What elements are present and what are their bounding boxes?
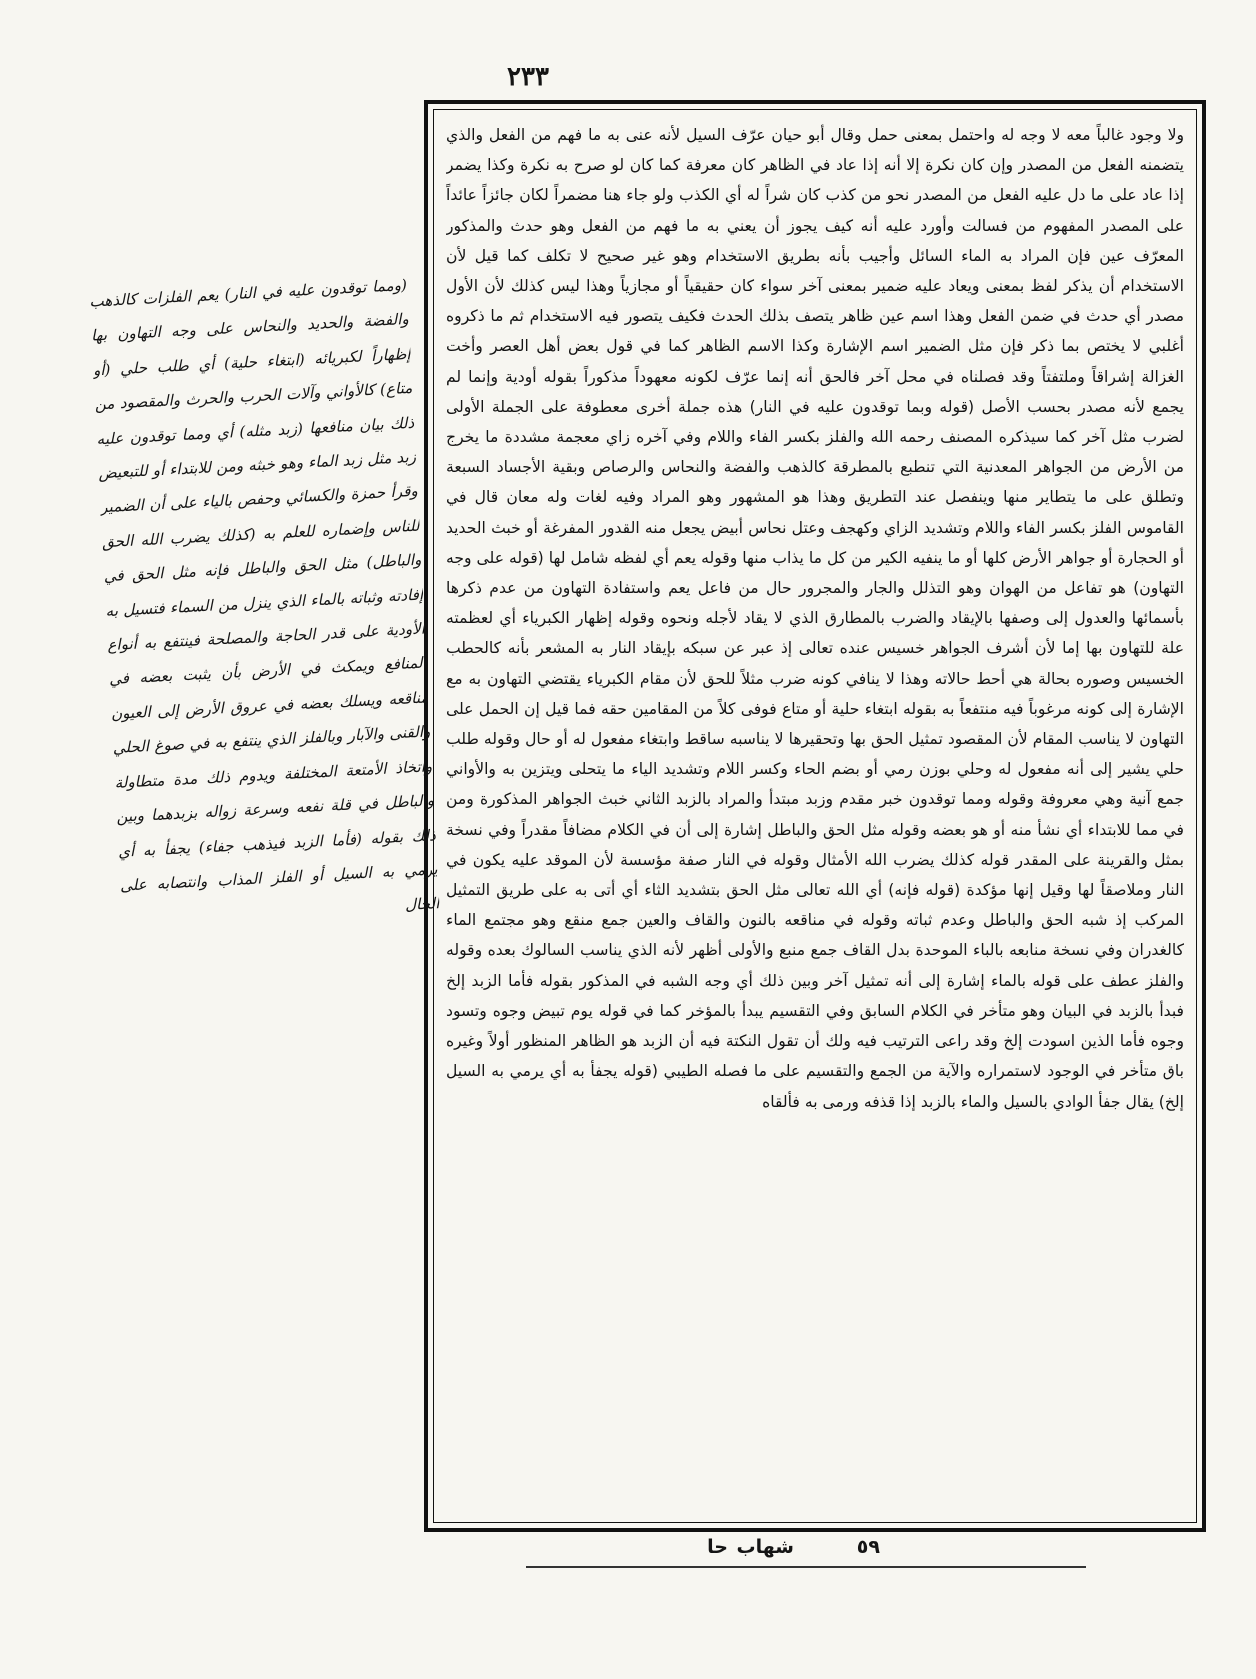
margin-commentary-text: (ومما توقدون عليه في النار) يعم الفلزات كالذهب والفضة والحديد والنحاس على وجه التهاون بها إظهاراً لكبريائه (ابتغاء حلية) أي طلب حلي (أو متاع) كالأواني وآلات الحرب والحرث والمقصود من ذلك بيان منافعها (زبد مثله) أي ومما توقدون عليه زبد مثل زبد الماء وهو خبثه ومن للابتداء أو للتبعيض وقرأ حمزة والكسائي وحفص بالياء على أن الضمير للناس وإضماره للعلم به (كذلك يضرب الله الحق والباطل) مثل الحق والباطل فإنه مثل الحق في إفادته وثباته بالماء الذي ينزل من السماء فتسيل به الأودية على قدر الحاجة والمصلحة فينتفع به أنواع المنافع ويمكث في الأرض بأن يثبت بعضه في مناقعه ويسلك بعضه في عروق الأرض إلى العيون والقنى والآبار وبالفلز الذي ينتفع به في صوغ الحلي واتخاذ الأمتعة المختلفة ويدوم ذلك مدة متطاولة والباطل في قلة نفعه وسرعة زواله بزبدهما وبين ذلك بقوله (فأما الزبد فيذهب جفاء) يجفأ به أي يرمي به السيل أو الفلز المذاب وانتصابه على الحال <box>88 275 440 915</box>
margin-commentary <box>88 268 458 1283</box>
footer-signature-number: ٥٩ <box>856 1536 880 1558</box>
page-number: ٢٣٣ <box>507 62 549 92</box>
footer-sheet-mark: حا <box>707 1536 728 1558</box>
main-text-block <box>446 120 1184 1516</box>
footer-book-name: شهاب <box>736 1536 794 1558</box>
page-footer <box>424 1536 1206 1566</box>
main-text-paragraph: ولا وجود غالباً معه لا وجه له واحتمل بمعنى حمل وقال أبو حيان عرّف السيل لأنه عنى به ما فهم من الفعل والذي يتضمنه الفعل من المصدر وإن كان نكرة إلا أنه إذا عاد في الظاهر كان معرفة كما كان لو صرح به نكرة وكذا يضمر إذا عاد على ما دل عليه الفعل من المصدر نحو من كذب كان شراً له أي الكذب ولو جاء هنا مضمراً لكان جائزاً عائداً على المصدر المفهوم من فسالت وأورد عليه أنه كيف يجوز أن يعني به ما فهم من الفعل وهو حدث والمذكور المعرّف عين فإن المراد به الماء السائل وأجيب بأنه بطريق الاستخدام وهو غير صحيح لا تكلف كما قيل لأن الاستخدام أن يذكر لفظ بمعنى ويعاد عليه ضمير بمعنى آخر سواء كان حقيقياً أو مجازياً وهذا ليس كذلك لأن الأول مصدر أي حدث في ضمن الفعل وهذا اسم عين ظاهر يتصف بذلك الحدث فكيف يتصور فيه الاستخدام ثم ما ذكروه أغلبي لا يختص بما ذكر فإن مثل الضمير اسم الإشارة وكذا الاسم الظاهر كما في قول بعض أهل العصر وأخت الغزالة إشراقاً وملتفتاً وقد فصلناه في محل آخر فالحق أنه إنما عرّف لكونه معهوداً مذكوراً بقوله أودية وإنما لم يجمع لأنه مصدر بحسب الأصل (قوله وبما توقدون عليه في النار) هذه جملة أخرى معطوفة على الجملة الأولى لضرب مثل آخر كما سيذكره المصنف رحمه الله والفلز بكسر الفاء واللام وفي آخره زاي معجمة مشددة ما يخرج من الأرض من الجواهر المعدنية التي تنطبع بالمطرقة كالذهب والفضة والنحاس والرصاص وبقية الأجساد السبعة وتطلق على ما يتطاير منها وينفصل عند التطريق وهذا هو المشهور وهو المراد وفيه لغات وله معان قال في القاموس الفلز بكسر الفاء واللام وتشديد الزاي وكهجف وعتل نحاس أبيض يجعل منه القدور المفرغة أو خبث الحديد أو الحجارة أو جواهر الأرض كلها أو ما ينفيه الكير من كل ما يذاب منها وقوله يعم أي لفظه شامل لها (قوله على وجه التهاون) هو تفاعل من الهوان وهو التذلل والجار والمجرور حال من فاعل يعم واستفادة التهاون من عدم ذكرها بأسمائها والعدول إلى وصفها بالإيقاد والضرب بالمطارق الذي لا يقاد لأجله ونحوه وقوله إظهار الكبرياء أي لعظمته علة للتهاون بها إما لأن أشرف الجواهر خسيس عنده تعالى إذ عبر عن سبكه بإيقاد النار به المشعر بأنه كالحطب الخسيس وصوره بحالة هي أحط حالاته وهذا لا ينافي كونه ضرب مثلاً للحق لأن مقام الكبرياء يقتضي التهاون به مع الإشارة إلى كونه مرغوباً فيه منتفعاً به بقوله ابتغاء حلية أو متاع فوفى كلاً من المقامين حقه فما قيل إن الحمل على التهاون لا يناسب المقام لأن المقصود تمثيل الحق بها وتحقيرها لا يناسبه ساقط وابتغاء مفعول له أو حال وقوله طلب حلي يشير إلى أنه مفعول له وحلي بوزن رمي أو بضم الحاء وكسر اللام وتشديد الياء ما يتحلى ويتزين به والأواني جمع آنية وهي معروفة وقوله ومما توقدون خبر مقدم وزبد مبتدأ والمراد بالزبد الثاني خبث الجواهر المذكورة ومن في مما للابتداء أي نشأ منه أو هو بعضه وقوله مثل الحق والباطل إشارة إلى أن في الكلام مضافاً مقدراً وفي نسخة بمثل والقرينة على المقدر قوله كذلك يضرب الله الأمثال وقوله في النار صفة مؤسسة لأن الموقد عليه يكون في النار وملاصقاً لها وقيل إنها مؤكدة (قوله فإنه) أي الله تعالى مثل الحق بتشديد الثاء أي أتى به على طريق التمثيل المركب إذ شبه الحق والباطل وعدم ثباته وقوله في مناقعه بالنون والقاف والعين جمع منقع وهو مجتمع الماء كالغدران وفي نسخة منابعه بالباء الموحدة بدل القاف جمع منبع والأولى أظهر لأنه الذي يناسب السالوك بعده وقوله والفلز عطف على قوله بالماء إشارة إلى أنه تمثيل آخر وبين ذلك أي وجه الشبه في المذكور بقوله فأما الزبد إلخ فبدأ بالزبد في البيان وهو متأخر في الكلام السابق وفي التقسيم يبدأ بالمؤخر كما في قوله يوم تبيض وجوه وتسود وجوه فأما الذين اسودت إلخ وقد راعى الترتيب فيه ولك أن تقول النكتة فيه أن الزبد هو الظاهر المنظور أولاً وغيره باق متأخر في الوجود لاستمراره والآية من الجمع والتقسيم على ما فصله الطيبي (قوله يجفأ به أي يرمي به السيل إلخ) يقال جفأ الوادي بالسيل والماء بالزبد إذا قذفه ورمى به فألقاه <box>446 126 1184 1111</box>
footer-rule <box>526 1566 1086 1568</box>
main-text-frame <box>424 100 1206 1532</box>
